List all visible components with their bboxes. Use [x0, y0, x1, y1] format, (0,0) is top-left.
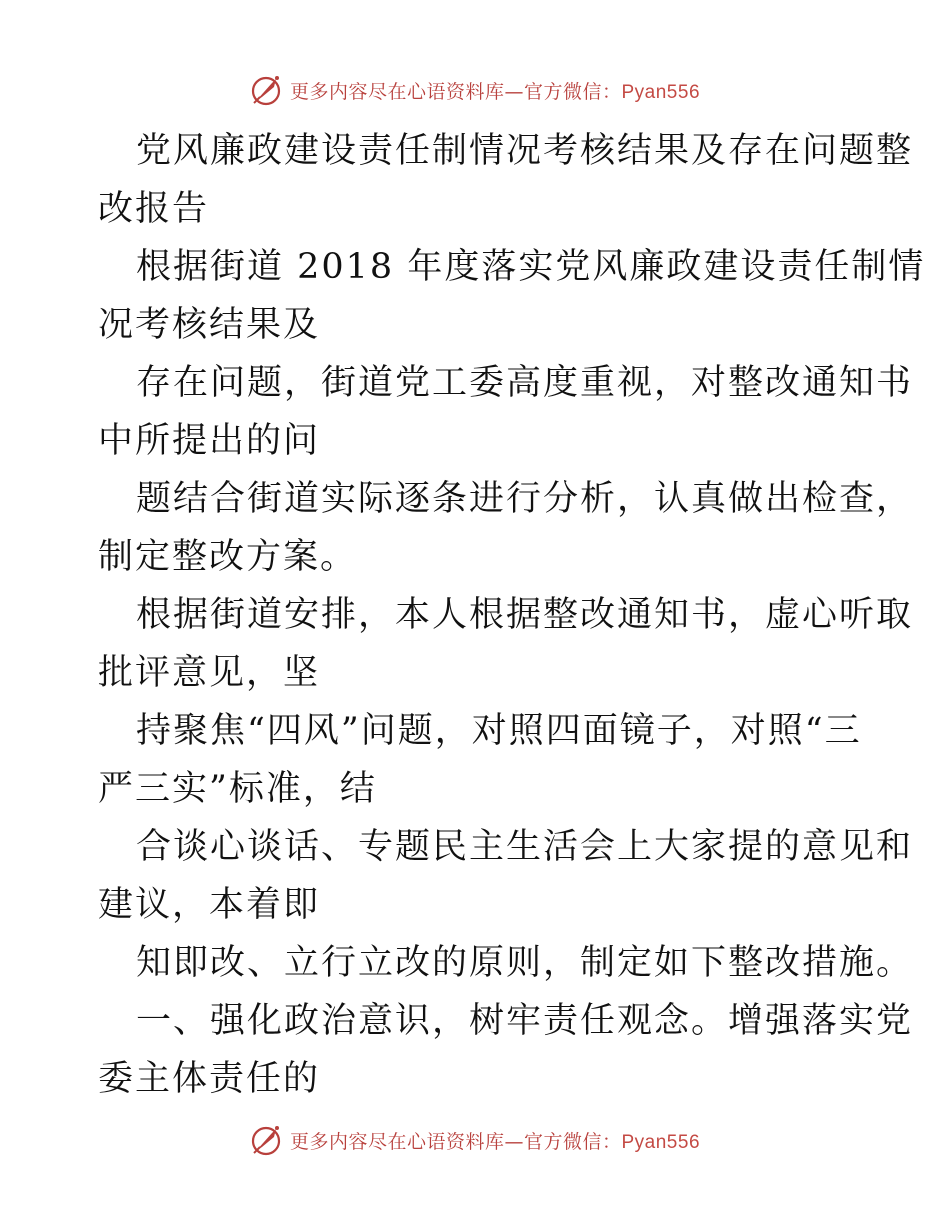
- text-line: 中所提出的问: [98, 421, 321, 461]
- text-line: 知即改、立行立改的原则，制定如下整改措施。: [136, 943, 914, 983]
- banner-wechat-handle: Pyan556: [621, 81, 701, 103]
- footer-banner: [0, 1120, 950, 1160]
- banner-site-text: 更多内容尽在心语资料库: [289, 1130, 505, 1153]
- text-line: 根据街道 2018 年度落实党风廉政建设责任制情: [136, 247, 926, 287]
- text-line: 一、强化政治意识，树牢责任观念。增强落实党: [136, 1001, 914, 1041]
- text-line: 合谈心谈话、专题民主生活会上大家提的意见和: [136, 827, 914, 867]
- text-line: 制定整改方案。: [98, 537, 358, 577]
- text-line: 建议，本着即: [98, 885, 321, 925]
- banner-text: [290, 1127, 700, 1154]
- header-banner: [0, 70, 950, 110]
- text-line: 根据街道安排，本人根据整改通知书，虚心听取: [136, 595, 914, 635]
- text-line: 改报告: [98, 189, 210, 229]
- banner-dash: —: [504, 1130, 524, 1153]
- text-line: 严三实”标准，结: [98, 769, 377, 809]
- text-line: 持聚焦“四风”问题，对照四面镜子，对照“三: [136, 711, 862, 751]
- quill-pen-logo-icon: [250, 1123, 284, 1157]
- banner-wechat-handle: Pyan556: [621, 1131, 701, 1153]
- text-line: 题结合街道实际逐条进行分析，认真做出检查，: [136, 479, 914, 519]
- text-line: 存在问题，街道党工委高度重视，对整改通知书: [136, 363, 914, 403]
- banner-site-text: 更多内容尽在心语资料库: [289, 80, 505, 103]
- text-line: 批评意见，坚: [98, 653, 321, 693]
- banner-wechat-label: 官方微信：: [523, 1130, 622, 1153]
- text-line: 党风廉政建设责任制情况考核结果及存在问题整: [136, 131, 914, 171]
- quill-pen-logo-icon: [250, 73, 284, 107]
- document-body: [98, 122, 926, 1108]
- banner-wechat-label: 官方微信：: [523, 80, 622, 103]
- text-line: 委主体责任的: [98, 1059, 321, 1099]
- banner-text: [290, 77, 700, 104]
- text-line: 况考核结果及: [98, 305, 321, 345]
- banner-dash: —: [504, 80, 524, 103]
